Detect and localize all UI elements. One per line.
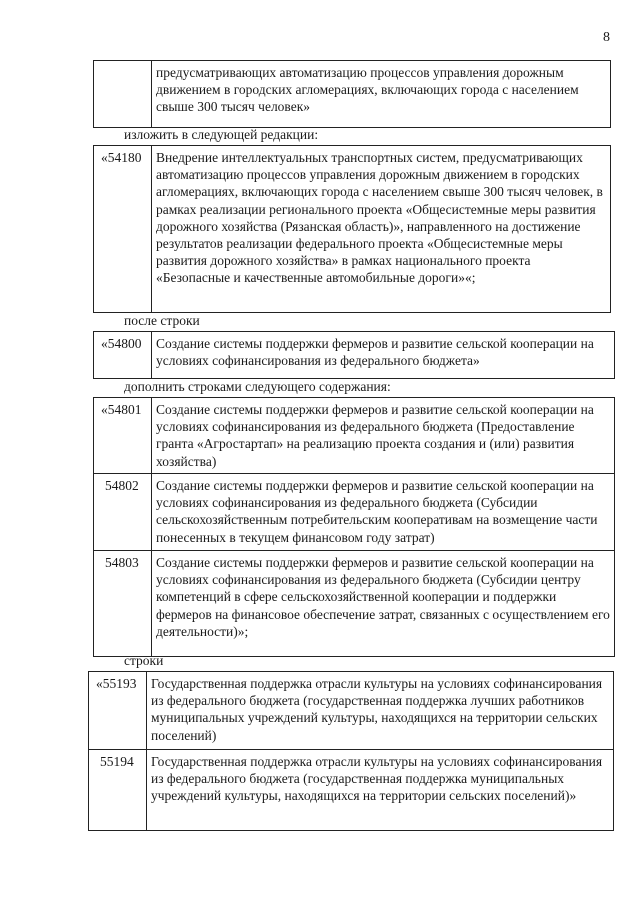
table-row — [94, 473, 614, 551]
row-text: Создание системы поддержки фермеров и развитие сельской кооперации на условиях софинансирования из федерального бюджета (Субсидии сельскохозяйственным потребительским кооперативам на возмещение части понесенных в текущем финансовом году затрат) — [156, 478, 598, 545]
table-row — [94, 398, 614, 473]
table-block-3 — [93, 331, 615, 379]
row-text: Государственная поддержка отрасли культуры на условиях софинансирования из федерального бюджета (государственная поддержка муниципальных учреждений культуры, находящихся на территории сельских поселений)» — [151, 754, 603, 804]
row-code: 55194 — [89, 750, 147, 830]
row-text: Государственная поддержка отрасли культуры на условиях софинансирования из федерального бюджета (государственная поддержка лучших работников муниципальных учреждений культуры, находящихся на территории сельских поселений) — [151, 676, 603, 743]
row-code: 54802 — [94, 474, 152, 551]
table-block-4 — [93, 397, 615, 657]
row-text: предусматривающих автоматизацию процессов управления дорожным движением в городских агломерациях, включающих города с населением свыше 300 тысяч человек» — [156, 65, 579, 115]
page-number: 8 — [603, 30, 610, 45]
table-row — [89, 749, 613, 830]
instruction-text: после строки — [124, 313, 200, 328]
table-row — [89, 672, 613, 749]
row-text: Создание системы поддержки фермеров и развитие сельской кооперации на условиях софинансирования из федерального бюджета» — [156, 336, 594, 369]
row-code: 54803 — [94, 551, 152, 656]
row-code: «54801 — [94, 398, 152, 473]
table-block-2 — [93, 145, 611, 313]
row-text: Создание системы поддержки фермеров и развитие сельской кооперации на условиях софинансирования из федерального бюджета (Субсидии центру компетенций в сфере сельскохозяйственной кооперации и поддержки фермеров на финансовое обеспечение затрат, связанных с осуществлением его деятельности)»; — [156, 555, 610, 639]
table-block-1 — [93, 60, 611, 128]
table-block-5 — [88, 671, 614, 831]
instruction-text: строки — [124, 653, 164, 668]
row-code: «55193 — [89, 672, 147, 749]
row-text: Внедрение интеллектуальных транспортных систем, предусматривающих автоматизацию процессов управления дорожным движением в городских агломерациях, включающих города с населением свыше 300 тысяч человек, в рамках реализации регионального проекта «Общесистемные меры развития дорожного хозяйства (Рязанская область)», направленного на достижение результатов реализации федерального проекта «Общесистемные меры развития дорожного хозяйства» в рамках национального проекта «Безопасные и качественные автомобильные дороги»«; — [156, 150, 603, 286]
row-code — [94, 61, 152, 127]
row-code: «54800 — [94, 332, 152, 378]
instruction-text: дополнить строками следующего содержания: — [124, 379, 391, 394]
row-code: «54180 — [94, 146, 152, 312]
row-text: Создание системы поддержки фермеров и развитие сельской кооперации на условиях софинансирования из федерального бюджета (Предоставление гранта «Агростартап» на реализацию проекта создания и (или) развития хозяйства) — [156, 402, 594, 469]
table-row — [94, 550, 614, 656]
instruction-text: изложить в следующей редакции: — [124, 127, 319, 142]
